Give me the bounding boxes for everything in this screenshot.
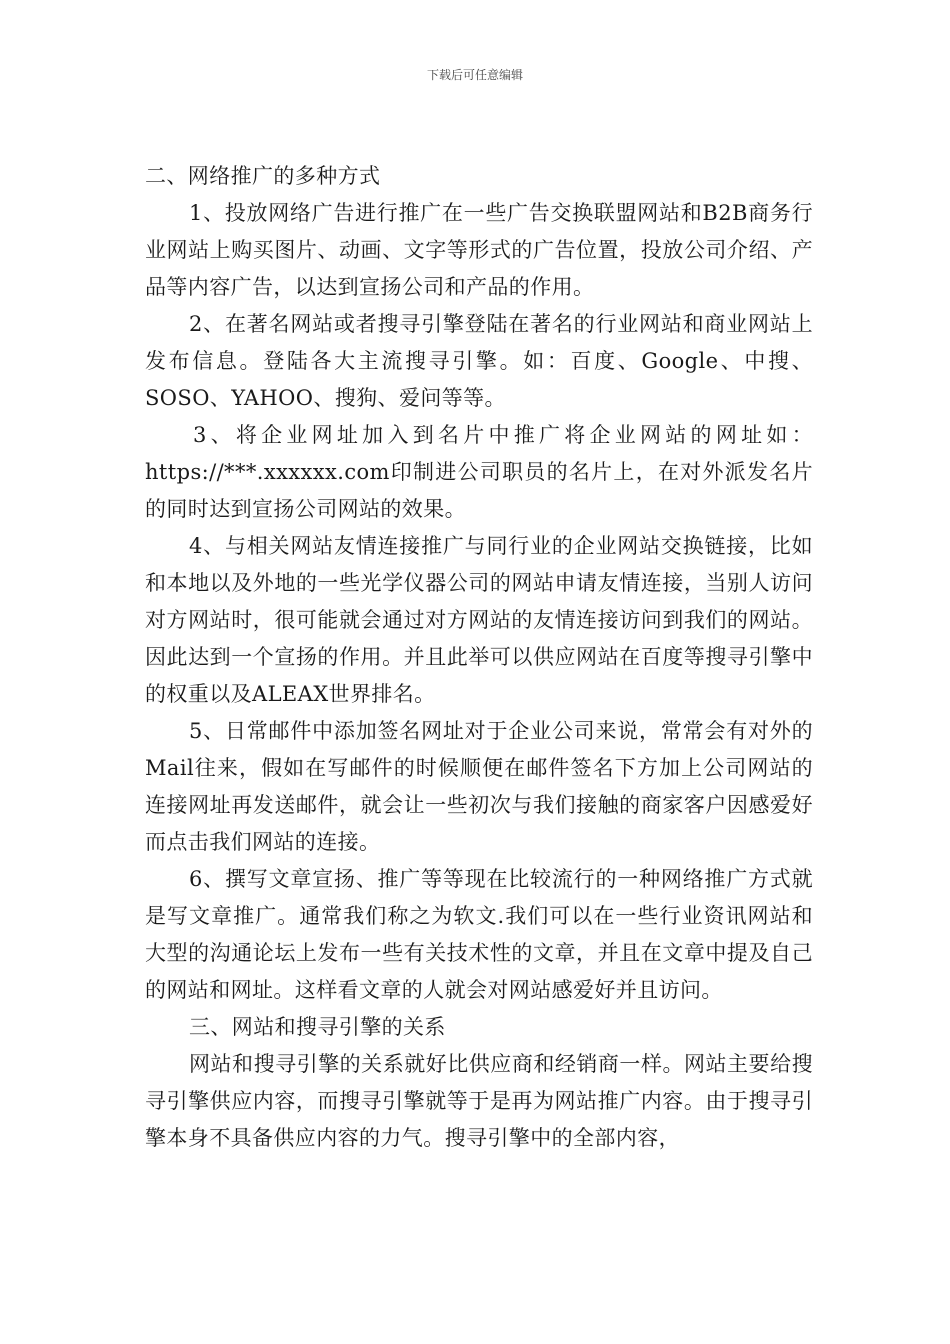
section-3-heading: 三、网站和搜寻引擎的关系: [189, 1015, 446, 1039]
paragraph-5: 5、日常邮件中添加签名网址对于企业公司来说，常常会有对外的Mail往来，假如在写邮件的时候顺便在邮件签名下方加上公司网站的连接网址再发送邮件，就会让一些初次与我们接触的商家客户因感爱好而点击我们网站的连接。: [145, 719, 813, 854]
paragraph-1: 1、投放网络广告进行推广在一些广告交换联盟网站和B2B商务行业网站上购买图片、动画、文字等形式的广告位置，投放公司介绍、产品等内容广告，以达到宣扬公司和产品的作用。: [145, 201, 813, 299]
paragraph-3: 3、将企业网址加入到名片中推广将企业网站的网址如：https://***.xxxxxx.com印制进公司职员的名片上，在对外派发名片的同时达到宣扬公司网站的效果。: [145, 423, 813, 521]
paragraph-6: 6、撰写文章宣扬、推广等等现在比较流行的一种网络推广方式就是写文章推广。通常我们称之为软文.我们可以在一些行业资讯网站和大型的沟通论坛上发布一些有关技术性的文章，并且在文章中提及自己的网站和网址。这样看文章的人就会对网站感爱好并且访问。: [145, 867, 813, 1002]
paragraph-7: 网站和搜寻引擎的关系就好比供应商和经销商一样。网站主要给搜寻引擎供应内容，而搜寻引擎就等于是再为网站推广内容。由于搜寻引擎本身不具备供应内容的力气。搜寻引擎中的全部内容，: [145, 1052, 813, 1150]
paragraph-4: 4、与相关网站友情连接推广与同行业的企业网站交换链接，比如和本地以及外地的一些光学仪器公司的网站申请友情连接，当别人访问对方网站时，很可能就会通过对方网站的友情连接访问到我们的网站。因此达到一个宣扬的作用。并且此举可以供应网站在百度等搜寻引擎中的权重以及ALEAX世界排名。: [145, 534, 813, 706]
paragraph-2: 2、在著名网站或者搜寻引擎登陆在著名的行业网站和商业网站上发布信息。登陆各大主流搜寻引擎。如：百度、Google、中搜、SOSO、YAHOO、搜狗、爱问等等。: [145, 312, 813, 410]
header-note: 下载后可任意编辑: [426, 68, 523, 82]
section-2-heading: 二、网络推广的多种方式: [145, 164, 381, 188]
document-body: [145, 158, 813, 1157]
